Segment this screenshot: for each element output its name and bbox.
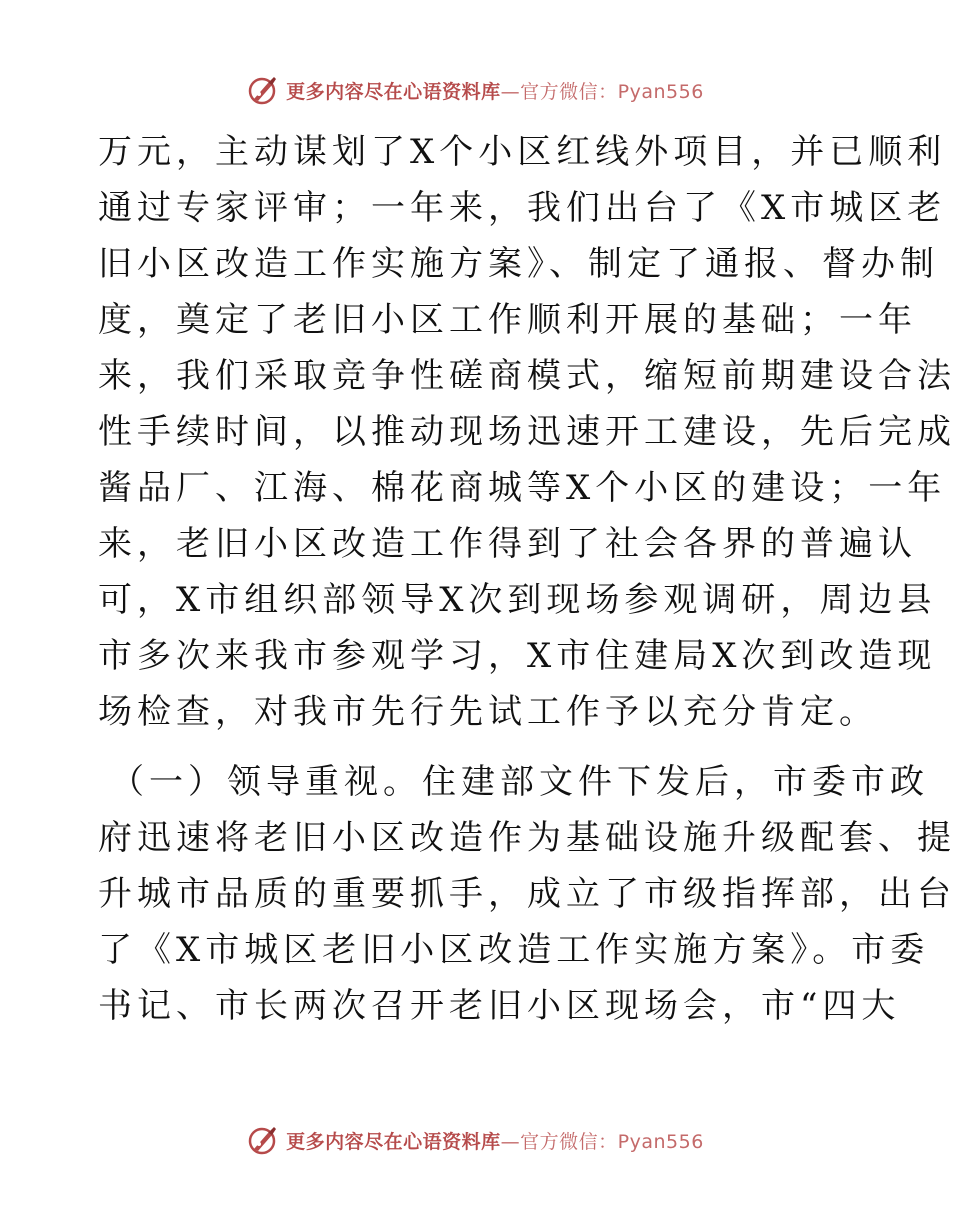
watermark-text-rest: —官方微信：Pyan556 bbox=[500, 1130, 704, 1153]
text-line: 通过专家评审；一年来，我们出台了《X市城区老 bbox=[98, 188, 947, 228]
pen-logo-icon bbox=[246, 1123, 280, 1157]
watermark-text-rest: —官方微信：Pyan556 bbox=[500, 80, 704, 103]
section-heading-line: （一）领导重视。住建部文件下发后，市委市政 bbox=[110, 762, 929, 802]
text-line: 可，X市组织部领导X次到现场参观调研，周边县 bbox=[98, 580, 937, 620]
text-line: 府迅速将老旧小区改造作为基础设施升级配套、提 bbox=[98, 818, 956, 858]
text-line: 万元，主动谋划了X个小区红线外项目，并已顺利 bbox=[98, 132, 947, 172]
footer-watermark-banner bbox=[0, 1120, 950, 1160]
text-line: 升城市品质的重要抓手，成立了市级指挥部，出台 bbox=[98, 874, 956, 914]
watermark-text-main: 更多内容尽在心语资料库 bbox=[286, 1130, 501, 1153]
watermark-text bbox=[286, 77, 704, 104]
watermark-text-main: 更多内容尽在心语资料库 bbox=[286, 80, 501, 103]
header-watermark-banner bbox=[0, 70, 950, 110]
header-watermark bbox=[246, 73, 704, 107]
text-line: 场检查，对我市先行先试工作予以充分肯定。 bbox=[98, 692, 878, 732]
pen-logo-icon bbox=[246, 73, 280, 107]
text-line: 酱品厂、江海、棉花商城等X个小区的建设；一年 bbox=[98, 468, 947, 508]
text-line: 书记、市长两次召开老旧小区现场会，市“四大 bbox=[98, 986, 901, 1026]
text-line: 旧小区改造工作实施方案》、制定了通报、督办制 bbox=[98, 244, 939, 284]
watermark-text bbox=[286, 1127, 704, 1154]
text-line: 度，奠定了老旧小区工作顺利开展的基础；一年 bbox=[98, 300, 917, 340]
text-line: 来，老旧小区改造工作得到了社会各界的普遍认 bbox=[98, 524, 917, 564]
text-line: 市多次来我市参观学习，X市住建局X次到改造现 bbox=[98, 636, 937, 676]
paragraph-2 bbox=[98, 754, 956, 1034]
footer-watermark bbox=[246, 1123, 704, 1157]
text-line: 性手续时间，以推动现场迅速开工建设，先后完成 bbox=[98, 412, 956, 452]
document-body bbox=[98, 124, 956, 1034]
paragraph-1 bbox=[98, 124, 956, 740]
text-line: 来，我们采取竞争性磋商模式，缩短前期建设合法 bbox=[98, 356, 956, 396]
text-line: 了《X市城区老旧小区改造工作实施方案》。市委 bbox=[98, 930, 930, 970]
paragraph-spacer bbox=[98, 740, 858, 754]
